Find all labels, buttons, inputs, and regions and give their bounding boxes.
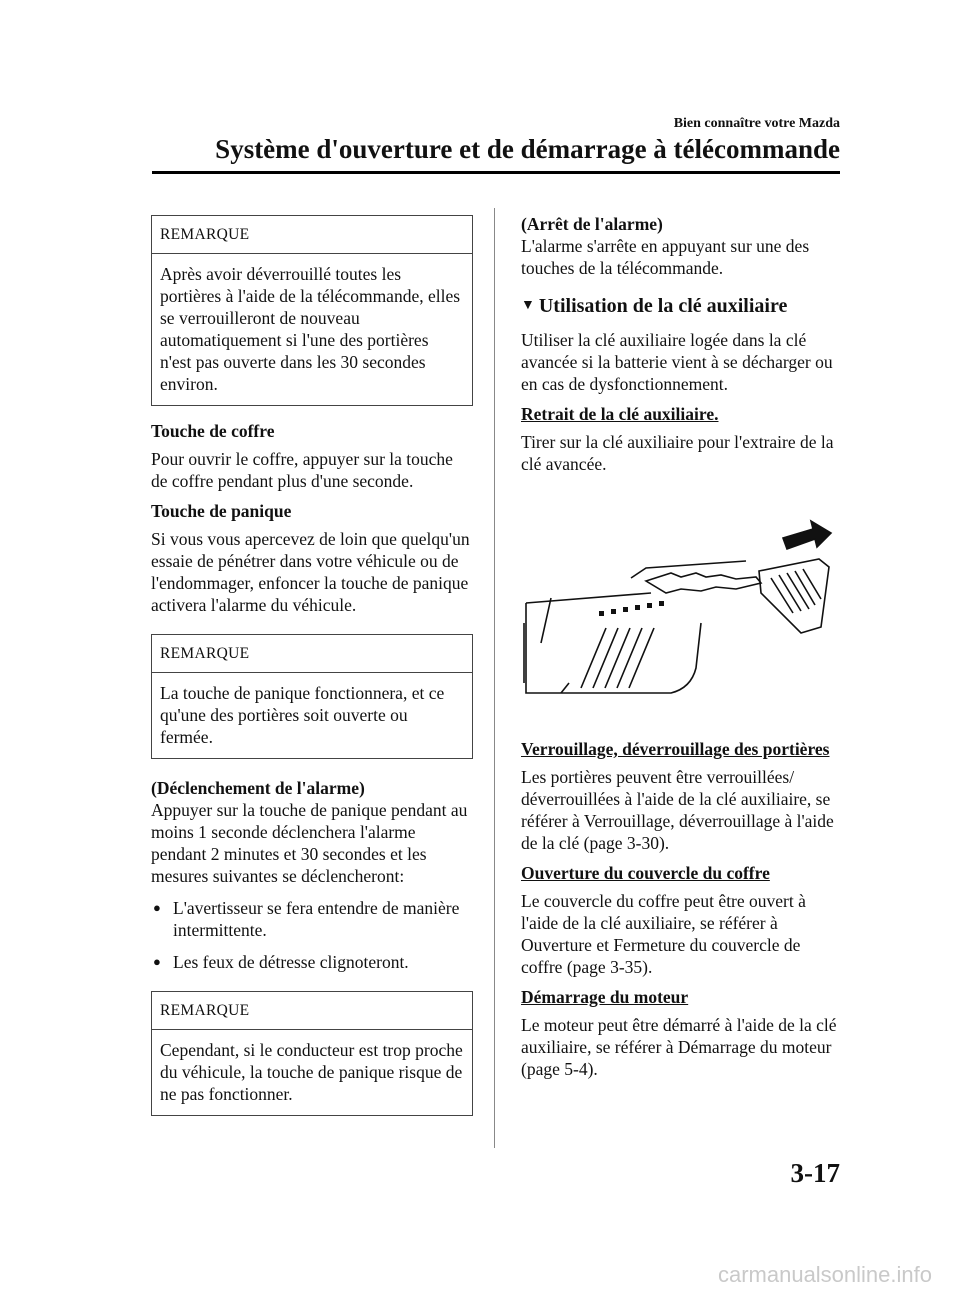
- list-item: ● L'avertisseur se fera entendre de manière intermittente.: [153, 898, 460, 940]
- engine-start-text: Le moteur peut être démarré à l'aide de la clé auxiliaire, se référer à Démarrage du moteur (page 5-4).: [521, 1015, 837, 1079]
- note-box: [151, 634, 473, 759]
- note-text: Cependant, si le conducteur est trop proche du véhicule, la touche de panique risque de ne pas fonctionner.: [160, 1040, 463, 1104]
- list-item: ● Les feux de détresse clignoteront.: [153, 952, 409, 972]
- lock-unlock-heading: Verrouillage, déverrouillage des portières: [521, 739, 830, 759]
- note-label: REMARQUE: [152, 635, 472, 673]
- auxiliary-key-illustration: [521, 503, 841, 703]
- note-label: REMARQUE: [152, 216, 472, 254]
- note-box: [151, 215, 473, 406]
- alarm-trigger-text: Appuyer sur la touche de panique pendant au moins 1 seconde déclenchera l'alarme pendant 2 minutes et 30 secondes et les mesures suivantes se déclencheront:: [151, 800, 468, 886]
- page-number: 3-17: [790, 1158, 840, 1188]
- trunk-button-text: Pour ouvrir le coffre, appuyer sur la touche de coffre pendant plus d'une seconde.: [151, 449, 453, 491]
- section-heading: ▼ Utilisation de la clé auxiliaire: [521, 295, 788, 317]
- alarm-stop-heading: (Arrêt de l'alarme): [521, 214, 663, 234]
- triangle-down-icon: ▼: [521, 298, 535, 313]
- alarm-trigger-heading: (Déclenchement de l'alarme): [151, 778, 365, 798]
- left-column: [151, 215, 473, 1130]
- remove-key-heading: Retrait de la clé auxiliaire.: [521, 404, 719, 424]
- engine-start-heading: Démarrage du moteur: [521, 987, 689, 1007]
- header-rule: [152, 171, 840, 174]
- section-text: Utiliser la clé auxiliaire logée dans la clé avancée si la batterie vient à se décharger ou en cas de dysfonctionnement.: [521, 330, 833, 394]
- remove-key-text: Tirer sur la clé auxiliaire pour l'extraire de la clé avancée.: [521, 432, 834, 474]
- column-divider: [494, 208, 495, 1148]
- trunk-lid-heading: Ouverture du couvercle du coffre: [521, 863, 770, 883]
- page-title: Système d'ouverture et de démarrage à télécommande: [215, 134, 840, 164]
- trunk-lid-text: Le couvercle du coffre peut être ouvert à l'aide de la clé auxiliaire, se référer à Ouverture et Fermeture du couvercle de coffre (page 3-35).: [521, 891, 806, 977]
- note-text: La touche de panique fonctionnera, et ce qu'une des portières soit ouverte ou fermée.: [160, 683, 445, 747]
- header-subtitle: Bien connaître votre Mazda: [673, 116, 840, 131]
- watermark-link[interactable]: carmanualsonline.info: [717, 1262, 932, 1287]
- lock-unlock-text: Les portières peuvent être verrouillées/ déverrouillées à l'aide de la clé auxiliaire, se référer à Verrouillage, déverrouillage à l'aide de la clé (page 3-30).: [521, 767, 834, 853]
- alarm-stop-text: L'alarme s'arrête en appuyant sur une des touches de la télécommande.: [521, 236, 810, 278]
- note-text: Après avoir déverrouillé toutes les portières à l'aide de la télécommande, elles se verrouilleront de nouveau automatiquement si l'une des portières n'est pas ouverte dans les 30 secondes environ.: [160, 264, 461, 394]
- right-column: [521, 213, 841, 1088]
- bullet-dot-icon: ●: [153, 900, 161, 915]
- alarm-effects-list: [151, 897, 473, 973]
- trunk-button-heading: Touche de coffre: [151, 421, 275, 441]
- note-label: REMARQUE: [152, 992, 472, 1030]
- panic-button-heading: Touche de panique: [151, 501, 292, 521]
- bullet-dot-icon: ●: [153, 954, 161, 969]
- panic-button-text: Si vous vous apercevez de loin que quelqu'un essaie de pénétrer dans votre véhicule ou de l'endommager, enfoncer la touche de panique activera l'alarme du véhicule.: [151, 529, 470, 615]
- note-box: [151, 991, 473, 1116]
